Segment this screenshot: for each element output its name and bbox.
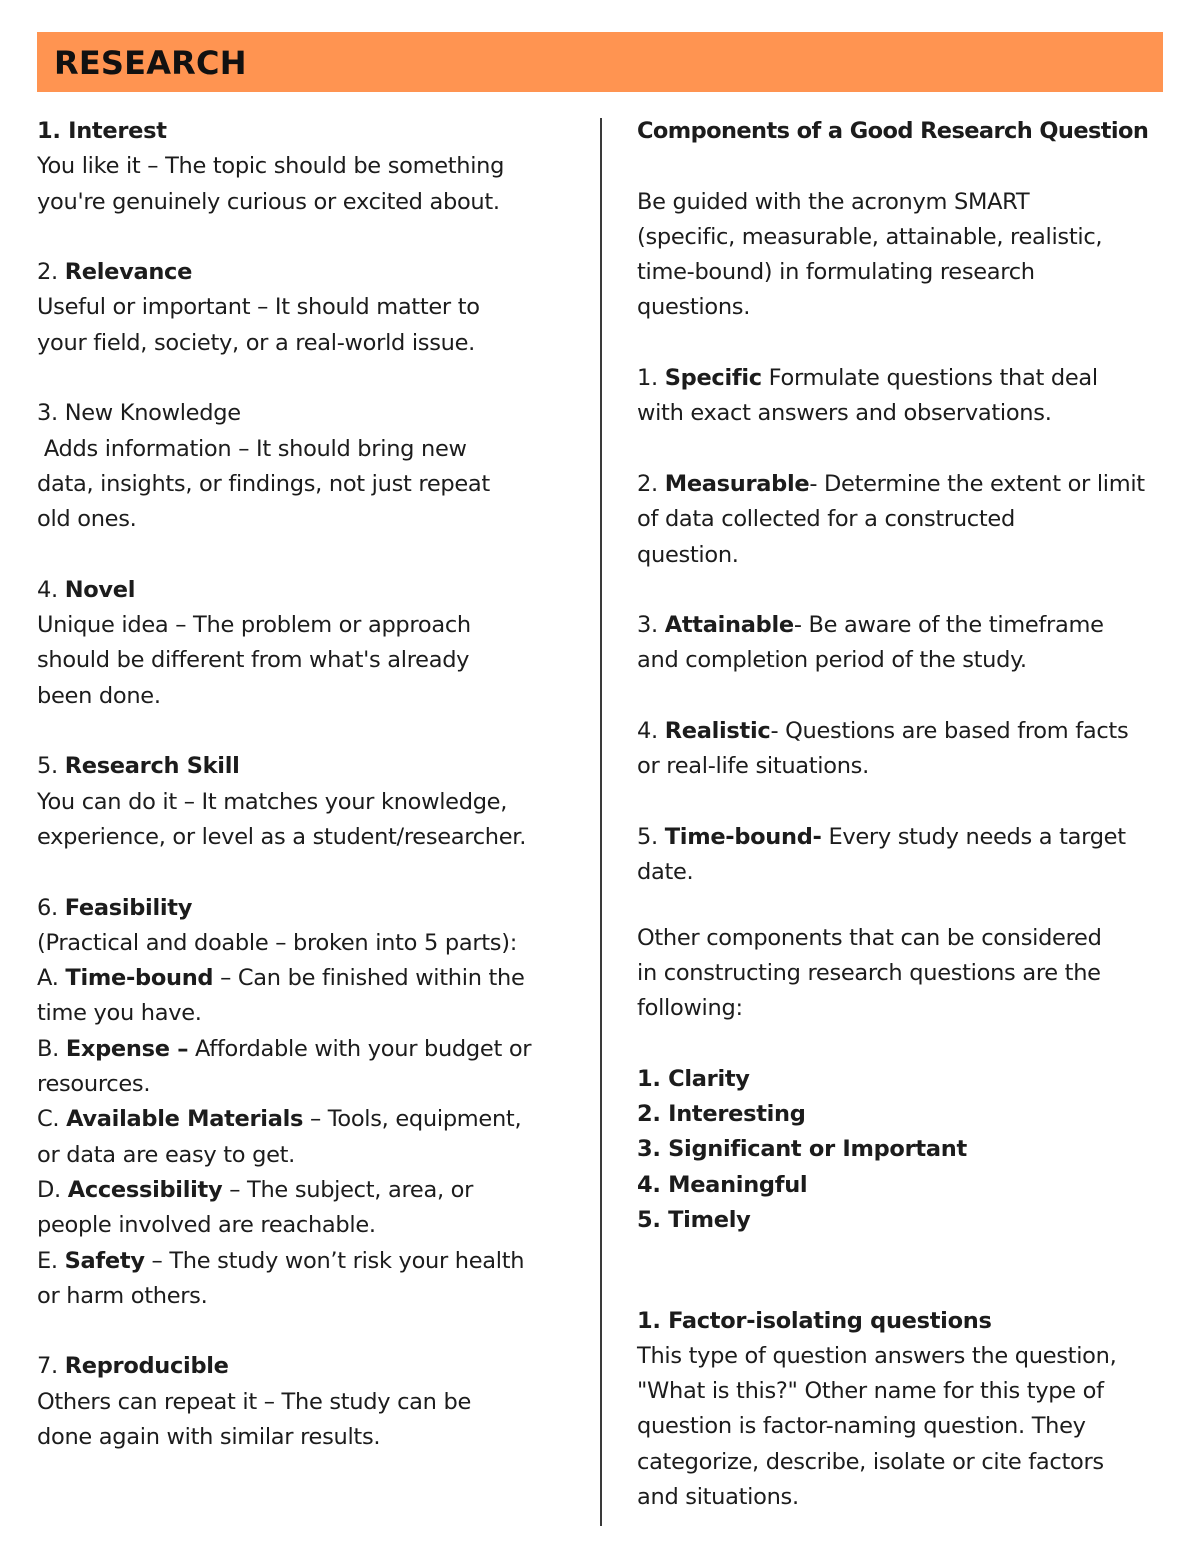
section-heading: Components of a Good Research Question [637,118,1149,144]
criterion-heading: 3. New Knowledge [37,400,241,427]
smart-text: of data collected for a constructed [637,506,1015,533]
smart-number: 2. [637,470,665,497]
factor-text: categorize, describe, isolate or cite factors [637,1448,1104,1475]
factor-isolating [637,1304,1197,1516]
criterion-label: Novel [64,576,136,603]
criterion-new-knowledge [37,396,597,537]
intro-text: Be guided with the acronym SMART [637,188,1030,215]
criterion-text: done again with similar results. [37,1423,381,1450]
list-item: 1. Clarity [637,1065,750,1092]
smart-item-time-bound [637,820,1197,891]
criterion-interest [37,114,597,220]
smart-number: 1. [637,365,665,392]
feasibility-part [37,1032,597,1067]
feasibility-part [37,961,597,996]
criterion-text: old ones. [37,506,137,533]
part-text: time you have. [37,1000,202,1027]
other-text: following: [637,995,743,1022]
criterion-text: You like it – The topic should be something [37,153,505,180]
intro-text: questions. [637,294,751,321]
smart-text: with exact answers and observations. [637,400,1052,427]
smart-text: - Questions are based from facts [770,718,1129,745]
list-item: 3. Significant or Important [637,1136,967,1163]
part-text: or data are easy to get. [37,1141,295,1168]
part-label: Available Materials [66,1106,304,1133]
list-item: 4. Meaningful [637,1171,808,1198]
criterion-text: you're genuinely curious or excited about. [37,188,500,215]
smart-item-attainable [637,608,1197,679]
criterion-number: 2. [37,259,65,286]
smart-item-realistic [637,714,1197,785]
title-banner [37,32,1163,92]
smart-item-measurable [637,467,1197,573]
part-text: resources. [37,1071,151,1098]
criterion-text: should be different from what's already [37,647,470,674]
criterion-number: 4. [37,576,65,603]
feasibility-part [37,1244,597,1279]
criterion-number: 7. [37,1353,65,1380]
smart-label: Attainable [664,612,794,639]
intro-text: time-bound) in formulating research [637,259,1035,286]
smart-number: 5. [637,823,665,850]
criterion-label: Feasibility [64,894,193,921]
part-letter: E. [37,1247,65,1274]
part-text: – The study won’t risk your health [144,1247,525,1274]
smart-text: question. [637,541,739,568]
other-text: in constructing research questions are the [637,959,1101,986]
factor-text: and situations. [637,1483,799,1510]
other-text: Other components that can be considered [637,924,1102,951]
smart-text: Every study needs a target [821,823,1126,850]
criterion-relevance [37,255,597,361]
part-label: Safety [64,1247,145,1274]
smart-number: 4. [637,718,665,745]
part-text: – Can be finished within the [213,965,525,992]
list-item: 2. Interesting [637,1101,806,1128]
left-column [37,114,597,1455]
factor-text: This type of question answers the question, [637,1342,1117,1369]
smart-label: Realistic [664,718,771,745]
criterion-text: data, insights, or findings, not just repeat [37,470,490,497]
criterion-text: Adds information – It should bring new [37,435,467,462]
intro-text: (specific, measurable, attainable, realistic, [637,223,1103,250]
criterion-text: Others can repeat it – The study can be [37,1388,471,1415]
criterion-number: 6. [37,894,65,921]
feasibility-part [37,1102,597,1137]
criterion-heading: 1. Interest [37,118,167,144]
smart-intro [637,185,1197,326]
part-letter: C. [37,1106,67,1133]
criterion-number: 5. [37,753,65,780]
smart-number: 3. [637,612,665,639]
factor-heading: 1. Factor-isolating questions [637,1307,992,1334]
right-column [637,114,1197,1515]
part-label: Accessibility [67,1176,223,1203]
list-item: 5. Timely [637,1206,751,1233]
criterion-novel [37,573,597,714]
smart-item-specific [637,361,1197,432]
criterion-label: Reproducible [64,1353,229,1380]
part-text: Affordable with your budget or [188,1035,532,1062]
smart-text: - Be aware of the timeframe [793,612,1104,639]
criterion-label: Relevance [64,259,193,286]
criterion-text: been done. [37,682,161,709]
smart-label: Specific [664,365,762,392]
part-letter: A. [37,965,66,992]
other-components-list [637,1062,1197,1238]
part-letter: D. [37,1176,68,1203]
criterion-reproducible [37,1349,597,1455]
part-text: or harm others. [37,1282,208,1309]
smart-label: Measurable [664,470,810,497]
criterion-text: Unique idea – The problem or approach [37,612,471,639]
page-title: RESEARCH [54,44,247,82]
feasibility-intro: (Practical and doable – broken into 5 parts): [37,929,517,956]
factor-text: "What is this?" Other name for this type of [637,1378,1104,1405]
criterion-research-skill [37,749,597,855]
smart-label: Time-bound- [664,823,822,850]
part-letter: B. [37,1035,66,1062]
criterion-text: Useful or important – It should matter to [37,294,480,321]
smart-text: date. [637,859,694,886]
part-text: – The subject, area, or [222,1176,474,1203]
smart-text: Formulate questions that deal [761,365,1098,392]
criterion-text: experience, or level as a student/researcher. [37,823,527,850]
criterion-feasibility [37,891,597,1315]
column-divider [600,118,602,1526]
smart-text: and completion period of the study. [637,647,1027,674]
part-text: – Tools, equipment, [303,1106,522,1133]
feasibility-part [37,1173,597,1208]
criterion-text: your field, society, or a real-world issue. [37,329,476,356]
criterion-label: Research Skill [64,753,240,780]
part-label: Expense – [65,1035,189,1062]
smart-text: or real-life situations. [637,753,869,780]
other-components-intro [637,921,1197,1027]
smart-text: - Determine the extent or limit [809,470,1145,497]
part-text: people involved are reachable. [37,1212,376,1239]
part-label: Time-bound [65,965,214,992]
criterion-text: You can do it – It matches your knowledge, [37,788,508,815]
factor-text: question is factor-naming question. They [637,1413,1086,1440]
